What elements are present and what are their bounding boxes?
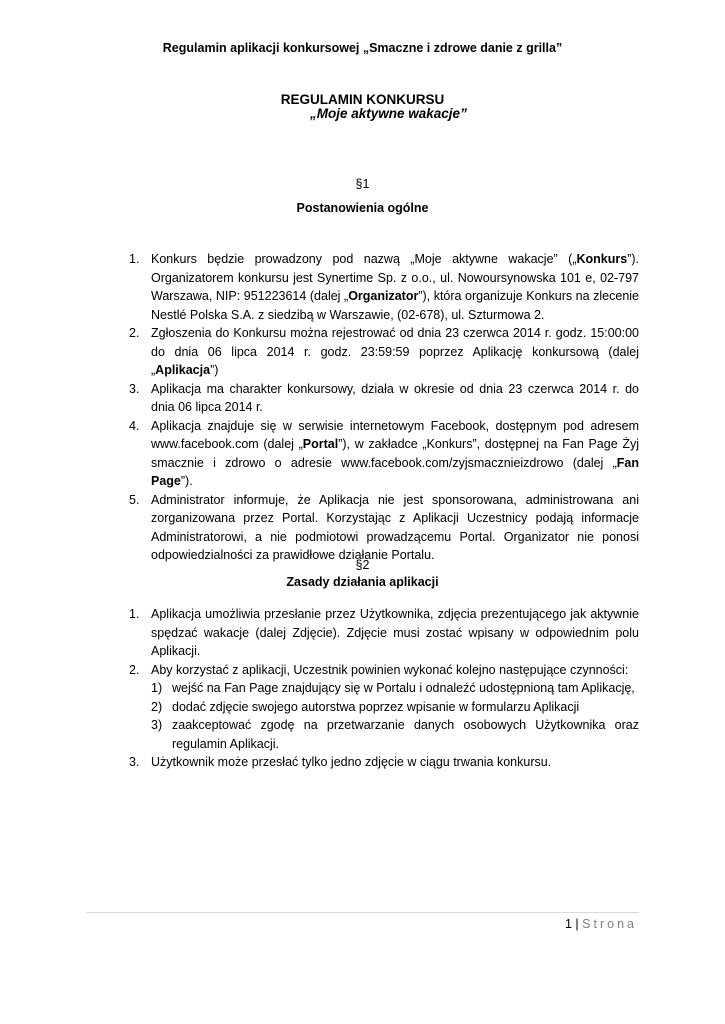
defined-term: Portal [302,437,339,451]
list-item-number: 3. [129,755,140,769]
footer-separator: | [575,917,579,931]
running-header: Regulamin aplikacji konkursowej „Smaczne i zdrowe danie z grilla” [162,41,563,55]
list-item-number: 5. [129,492,140,507]
list-item-number: 1. [129,607,140,621]
defined-term: Aplikacja [155,363,211,377]
list-item [129,250,639,324]
list-item-number: 4. [129,418,140,433]
sub-list-item-number: 2) [151,699,163,714]
list-item-text: Użytkownik może przesłać tylko jedno zdjęcie w ciągu trwania konkursu. [151,755,552,769]
sub-list-item-text: wejść na Fan Page znajdujący się w Portalu i odnaleźć udostępnioną tam Aplikację, [172,681,635,695]
list-item-text: Aplikacja ma charakter konkursowy, działa w okresie od dnia 23 czerwca 2014 r. do dnia 06 lipca 2014 r. [151,381,639,414]
list-item-text: ”) [210,363,219,377]
page-number: 1 [564,917,572,931]
section-2-list [129,605,639,772]
section-2-symbol: §2 [355,558,370,572]
footer-label: Strona [582,917,637,931]
defined-term: Konkurs [576,252,628,266]
section-1-list [129,250,639,565]
list-item [129,491,639,565]
list-item [129,661,639,754]
sub-list-item [151,679,639,698]
document-subtitle: „Moje aktywne wakacje” [310,106,467,121]
defined-term: Organizator [348,289,419,303]
sub-list-item-number: 1) [151,681,163,695]
list-item-text: ”), w zakładce „Konkurs”, dostępnej na Fan Page Żyj smacznie i zdrowo o adresie www.facebook.com/zyjsmacznieizdrowo (dalej „ [151,437,639,470]
list-item [129,753,639,772]
section-2-heading: Zasady działania aplikacji [286,575,439,589]
list-item-text: Zgłoszenia do Konkursu można rejestrować od dnia 23 czerwca 2014 r. godz. 15:00:00 do dnia 06 lipca 2014 r. godz. 23:59:59 poprzez Aplikację konkursową (dalej „ [151,326,639,377]
sub-list-item-number: 3) [151,718,163,732]
list-item-text: Aplikacja umożliwia przesłanie przez Użytkownika, zdjęcia prezentującego jak aktywnie spędzać wakacje (dalej Zdjęcie). Zdjęcie musi zostać wpisany w odpowiednim polu Aplikacji. [151,607,639,658]
sub-list-item-text: zaakceptować zgodę na przetwarzanie danych osobowych Użytkownika oraz regulamin Aplikacji. [172,718,639,751]
sub-list-item [151,716,639,753]
list-item-number: 1. [129,252,140,266]
footer-divider [86,912,639,913]
page-footer [565,917,637,931]
list-item-text: Aplikacja znajduje się w serwisie internetowym Facebook, dostępnym pod adresem www.facebook.com (dalej „ [151,418,639,451]
sub-list-item [151,698,639,717]
list-item-text: ”). Organizatorem konkursu jest Synertime Sp. z o.o., ul. Nowoursynowska 101 e, 02-797 Warszawa, NIP: 951223614 (dalej „ [151,252,639,303]
list-item [129,605,639,661]
list-item [129,380,639,417]
list-item-text: Aby korzystać z aplikacji, Uczestnik powinien wykonać kolejno następujące czynności: [151,662,629,677]
section-1-heading: Postanowienia ogólne [296,201,429,215]
document-title: REGULAMIN KONKURSU [280,92,445,107]
list-item-text: Administrator informuje, że Aplikacja nie jest sponsorowana, administrowana ani zorganizowana przez Portal. Korzystając z Aplikacji Uczestnicy podają informacje Administratorowi, a nie podmiotowi prowadzącemu Portal. Organizator nie ponosi odpowiedzialności za prawidłowe działanie Portalu. [151,492,639,562]
sub-list-item-text: dodać zdjęcie swojego autorstwa poprzez wpisanie w formularzu Aplikacji [172,699,580,714]
sub-list [151,679,639,753]
list-item-number: 2. [129,662,140,677]
list-item-text: Konkurs będzie prowadzony pod nazwą „Moje aktywne wakacje” („ [151,252,577,266]
defined-term: Fan Page [151,455,639,488]
list-item-number: 2. [129,326,140,340]
list-item-text: ”), która organizuje Konkurs na zlecenie Nestlé Polska S.A. z siedzibą w Warszawie, (02-678), ul. Szturmowa 2. [151,289,639,322]
list-item-text: ”). [180,474,193,488]
section-1-symbol: §1 [355,177,370,191]
list-item-number: 3. [129,381,140,396]
list-item [129,324,639,380]
list-item [129,417,639,491]
